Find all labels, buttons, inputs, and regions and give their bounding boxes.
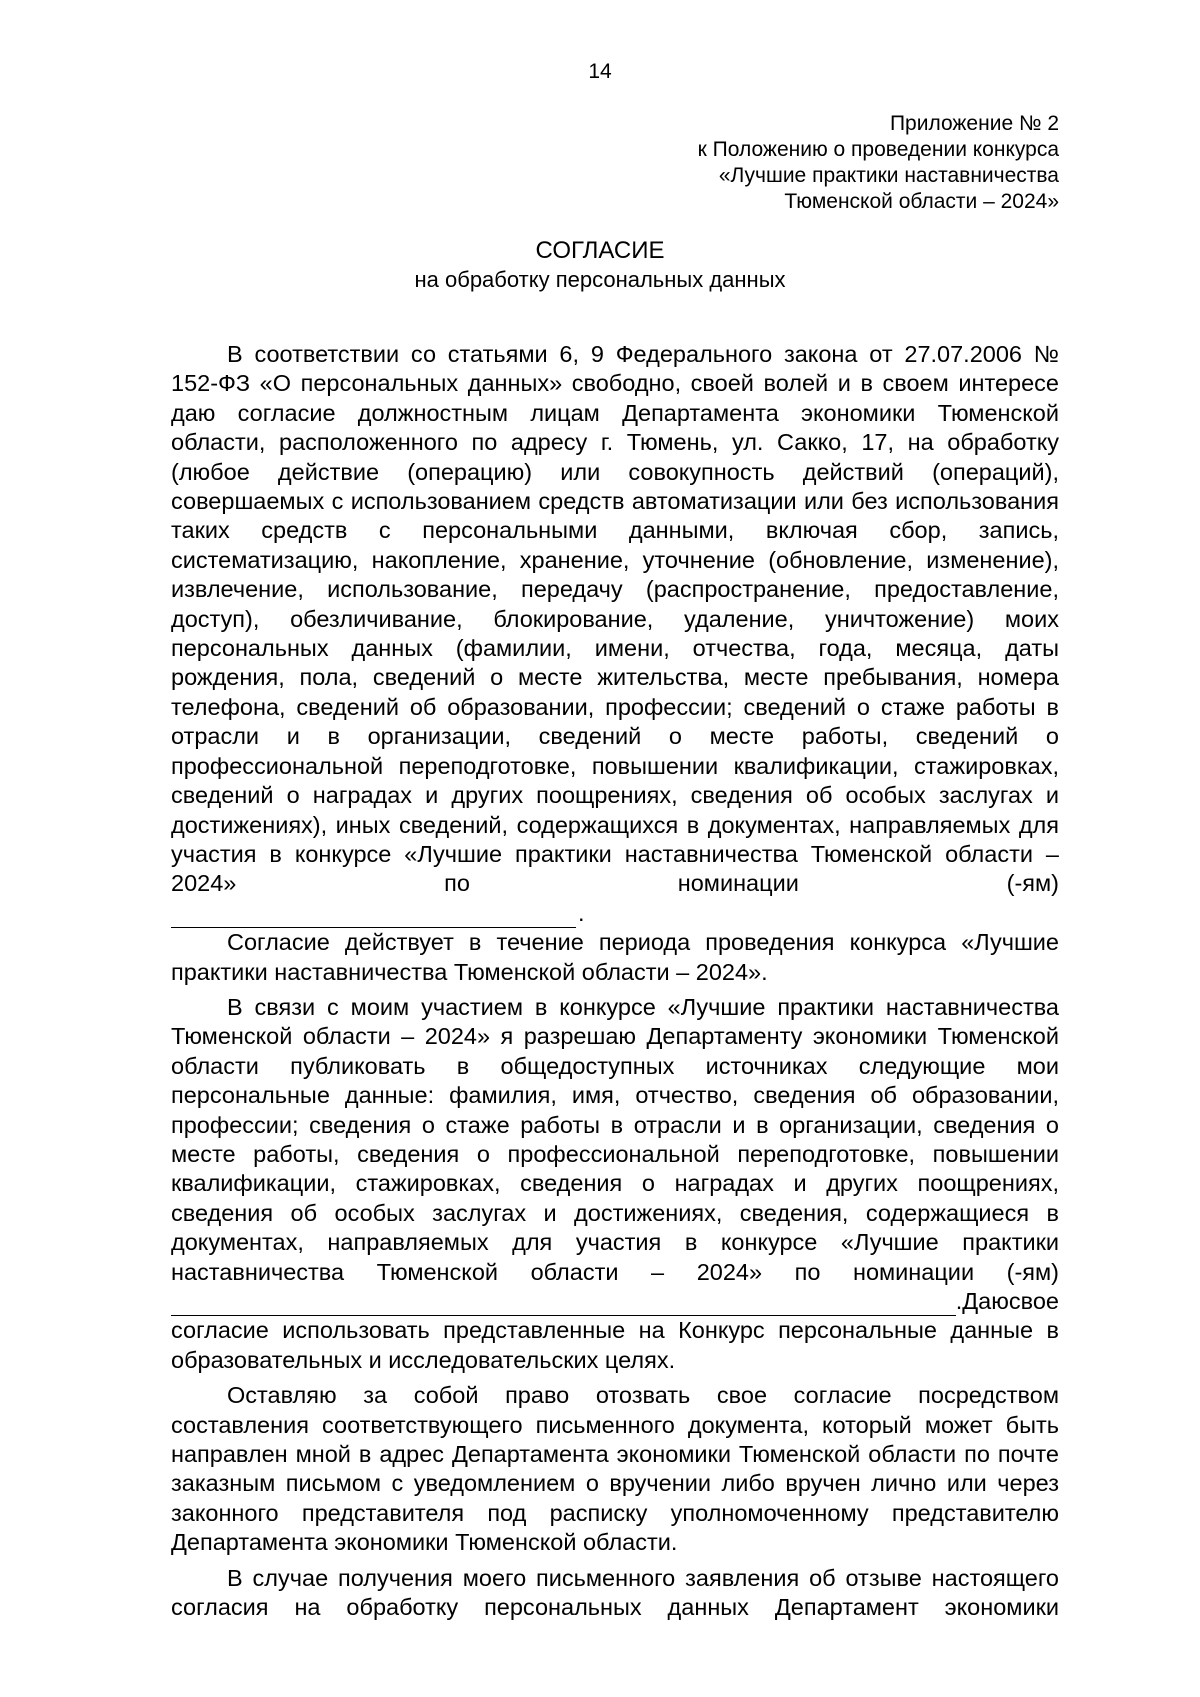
title-block bbox=[0, 236, 1200, 294]
document-body bbox=[171, 340, 1059, 1622]
appendix-reference bbox=[698, 111, 1059, 215]
paragraph-validity: Согласие действует в течение периода проведения конкурса «Лучшие практики наставничества Тюменской области – 2024». bbox=[171, 929, 1059, 985]
blank-text: свое bbox=[1008, 1287, 1059, 1314]
appendix-line: «Лучшие практики наставничества bbox=[718, 164, 1059, 187]
appendix-line: Приложение № 2 bbox=[889, 112, 1059, 135]
blank-period: . bbox=[955, 1287, 963, 1314]
nomination-blank-line bbox=[171, 907, 576, 928]
paragraph-withdrawal-consequence: В случае получения моего письменного заявления об отзыве настоящего согласия на обработку персональных данных Департамент экономики bbox=[171, 1564, 1059, 1621]
nomination-blank-row bbox=[171, 899, 1059, 928]
blank-period: . bbox=[578, 899, 585, 926]
paragraph-consent: В соответствии со статьями 6, 9 Федерального закона от 27.07.2006 № 152-ФЗ «О персональных данных» свободно, своей волей и в своем интересе даю согласие должностным лицам Департамента экономики Тюменской области, расположенного по адресу г. Тюмень, ул. Сакко, 17, на обработку (любое действие (операцию) или совокупность действий (операций), совершаемых с использованием средств автоматизации или без использования таких средств с персональными данными, включая сбор, запись, систематизацию, накопление, хранение, уточнение (обновление, изменение), извлечение, использование, передачу (распространение, предоставление, доступ), обезличивание, блокирование, удаление, уничтожение) моих персональных данных (фамилии, имени, отчества, года, месяца, даты рождения, пола, сведений о месте жительства, месте пребывания, номера телефона, сведений об образовании, профессии; сведений о стаже работы в отрасли и в организации, сведений о месте работы, сведений о профессиональной переподготовке, повышении квалификации, стажировках, сведений о наградах и других поощрениях, сведения об особых заслугах и достижениях), иных сведений, содержащихся в документах, направляемых для участия в конкурсе «Лучшие практики наставничества Тюменской области – 2024» по номинации (-ям) bbox=[171, 341, 1059, 897]
paragraph-publication: В связи с моим участием в конкурсе «Лучшие практики наставничества Тюменской области – 2024» я разрешаю Департаменту экономики Тюменской области публиковать в общедоступных источниках следующие мои персональные данные: фамилия, имя, отчество, сведения об образовании, профессии; сведения о стаже работы в отрасли и в организации, сведения о месте работы, сведения о профессиональной переподготовке, повышении квалификации, стажировках, сведения о наградах и других поощрениях, сведения об особых заслугах и достижениях, сведения, содержащиеся в документах, направляемых для участия в конкурсе «Лучшие практики наставничества Тюменской области – 2024» по номинации (-ям) bbox=[171, 993, 1059, 1285]
document-title: СОГЛАСИЕ bbox=[535, 237, 665, 264]
publication-blank-line bbox=[171, 1295, 956, 1316]
publication-blank-row bbox=[171, 1287, 1059, 1316]
page-number: 14 bbox=[588, 60, 612, 83]
appendix-line: к Положению о проведении конкурса bbox=[697, 138, 1059, 161]
paragraph-withdrawal: Оставляю за собой право отозвать свое согласие посредством составления соответствующего письменного документа, который может быть направлен мной в адрес Департамента экономики Тюменской области по почте заказным письмом с уведомлением о вручении либо вручен лично или через законного представителя под расписку уполномоченному представителю Департамента экономики Тюменской области. bbox=[171, 1382, 1059, 1556]
blank-text: Даю bbox=[962, 1287, 1009, 1314]
document-subtitle: на обработку персональных данных bbox=[414, 267, 786, 292]
publication-blank-after bbox=[956, 1287, 1059, 1316]
paragraph-publication-tail: согласие использовать представленные на Конкурс персональные данные в образовательных и исследовательских целях. bbox=[171, 1317, 1059, 1373]
appendix-line: Тюменской области – 2024» bbox=[784, 190, 1059, 213]
